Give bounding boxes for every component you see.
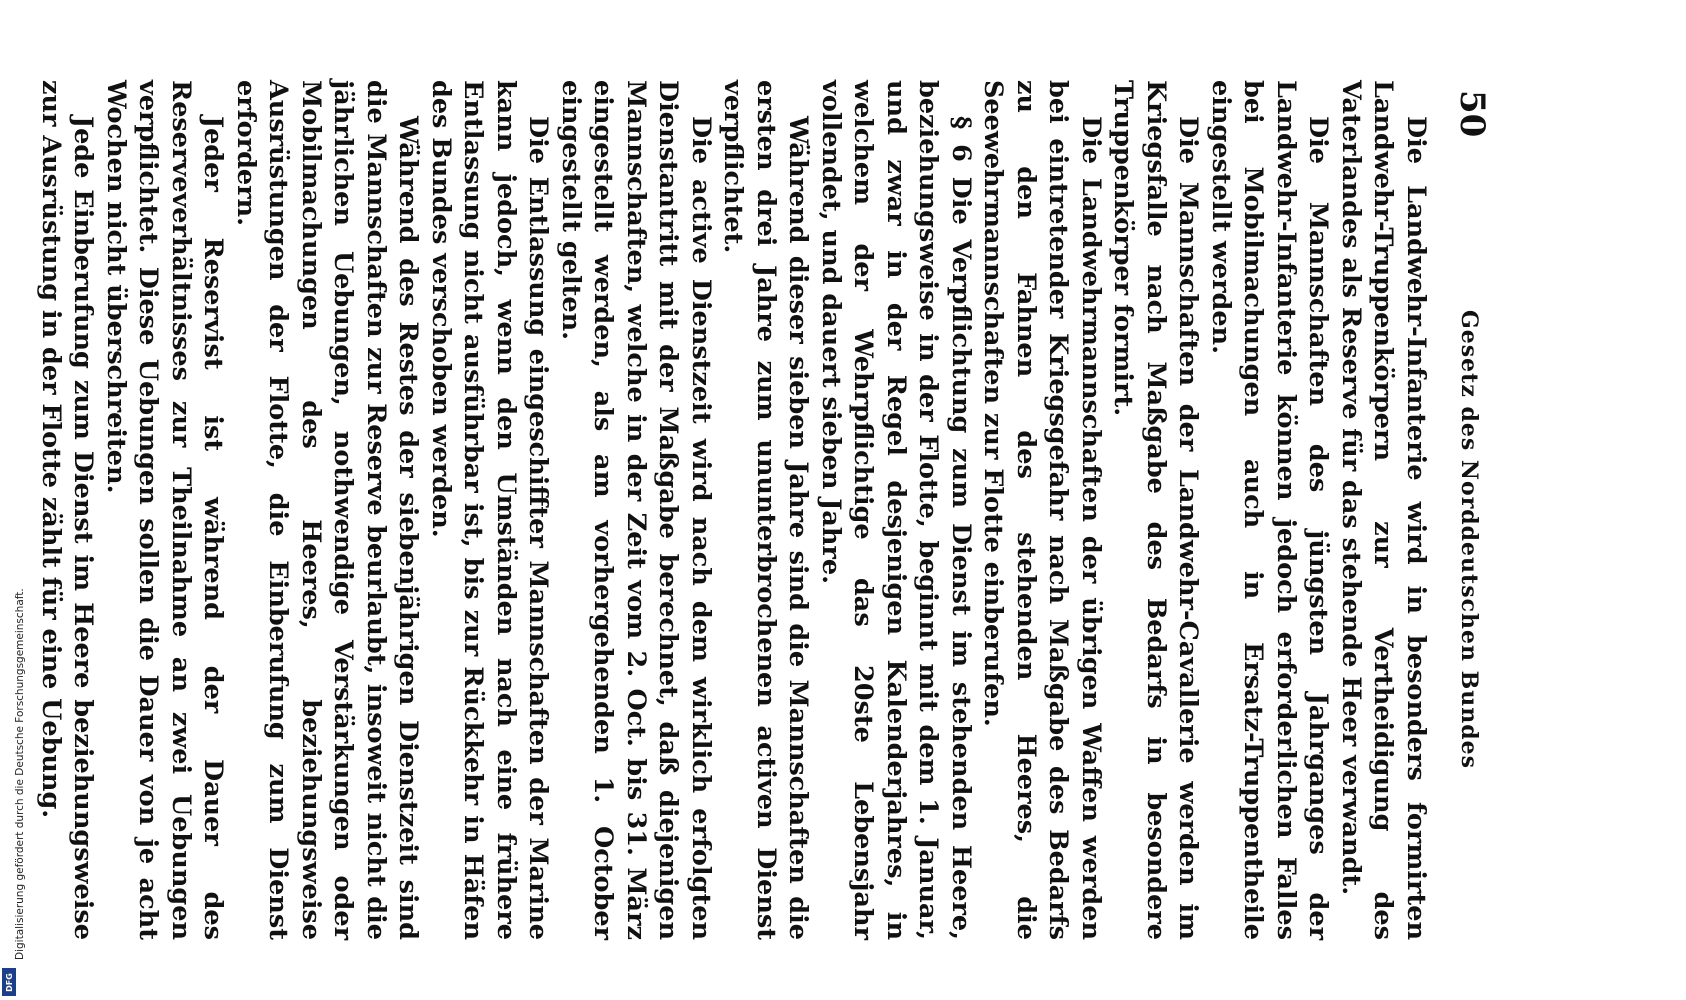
paragraph: Die Landwehrmannschaften der übrigen Waffen werden bei eintretender Kriegsgefahr nach Maßgabe des Bedarfs zu den Fahnen des stehenden Heeres, die Seewehrmannschaften zur Flotte einberufen. [978,80,1106,940]
paragraph: Die Entlassung eingeschiffter Mannschaften der Marine kann jedoch, wenn den Umständen nach eine frühere Entlassung nicht ausführbar ist, bis zur Rückkehr in Häfen des Bundes verschoben werden. [426,80,554,940]
paragraph: Während des Restes der siebenjährigen Dienstzeit sind die Mannschaften zur Reserve beurlaubt, insoweit nicht die jährlichen Uebungen, nothwendige Verstärkungen oder Mobilmachungen des Heeres, beziehungsweise Ausrüstungen der Flotte, die Einberufung zum Dienst erfordern. [231,80,424,940]
body-text [35,80,1433,940]
paragraph: Jeder Reservist ist während der Dauer des Reserveverhältnisses zur Theilnahme an zwei Uebungen verpflichtet. Diese Uebungen sollen die Dauer von je acht Wochen nicht überschreiten. [101,80,229,940]
paragraph: Während dieser sieben Jahre sind die Mannschaften die ersten drei Jahre zum ununterbrochenen activen Dienst verpflichtet. [718,80,814,940]
rotated-page [36,60,1500,980]
paragraph: Die Mannschaften des jüngsten Jahrganges der Landwehr-Infanterie können jedoch erforderlichen Falles bei Mobilmachungen auch in Ersatz-Truppentheile eingestellt werden. [1206,80,1334,940]
paragraph: Die Landwehr-Infanterie wird in besonders formirten Landwehr-Truppenkörpern zur Vertheidigung des Vaterlandes als Reserve für das stehende Heer verwandt. [1336,80,1431,940]
paragraph: Die active Dienstzeit wird nach dem wirklich erfolgten Dienstantritt mit der Maßgabe berechnet, daß diejenigen Mannschaften, welche in der Zeit vom 2. Oct. bis 31. März eingestellt werden, als am vorhergehenden 1. October eingestellt gelten. [556,80,716,940]
running-head: Gesetz des Norddeutschen Bundes [1456,310,1482,769]
page-header [1440,60,1500,980]
digitization-credit-text: Digitalisierung gefördert durch die Deutsche Forschungsgemeinschaft. [14,588,26,960]
dfg-logo-label: DFG [4,972,14,992]
page-number: 50 [1452,90,1492,138]
paragraph: Die Mannschaften der Landwehr-Cavallerie werden im Kriegsfalle nach Maßgabe des Bedarfs in besondere Truppenkörper formirt. [1108,80,1204,940]
paragraph-section-6: § 6 Die Verpflichtung zum Dienst im stehenden Heere, beziehungsweise in der Flotte, beginnt mit dem 1. Januar, und zwar in der Regel desjenigen Kalenderjahres, in welchem der Wehrpflichtige das 20ste Lebensjahr vollendet, und dauert sieben Jahre. [816,80,976,940]
paragraph: Jede Einberufung zum Dienst im Heere beziehungsweise zur Ausrüstung in der Flotte zählt für eine Uebung. [36,80,99,940]
